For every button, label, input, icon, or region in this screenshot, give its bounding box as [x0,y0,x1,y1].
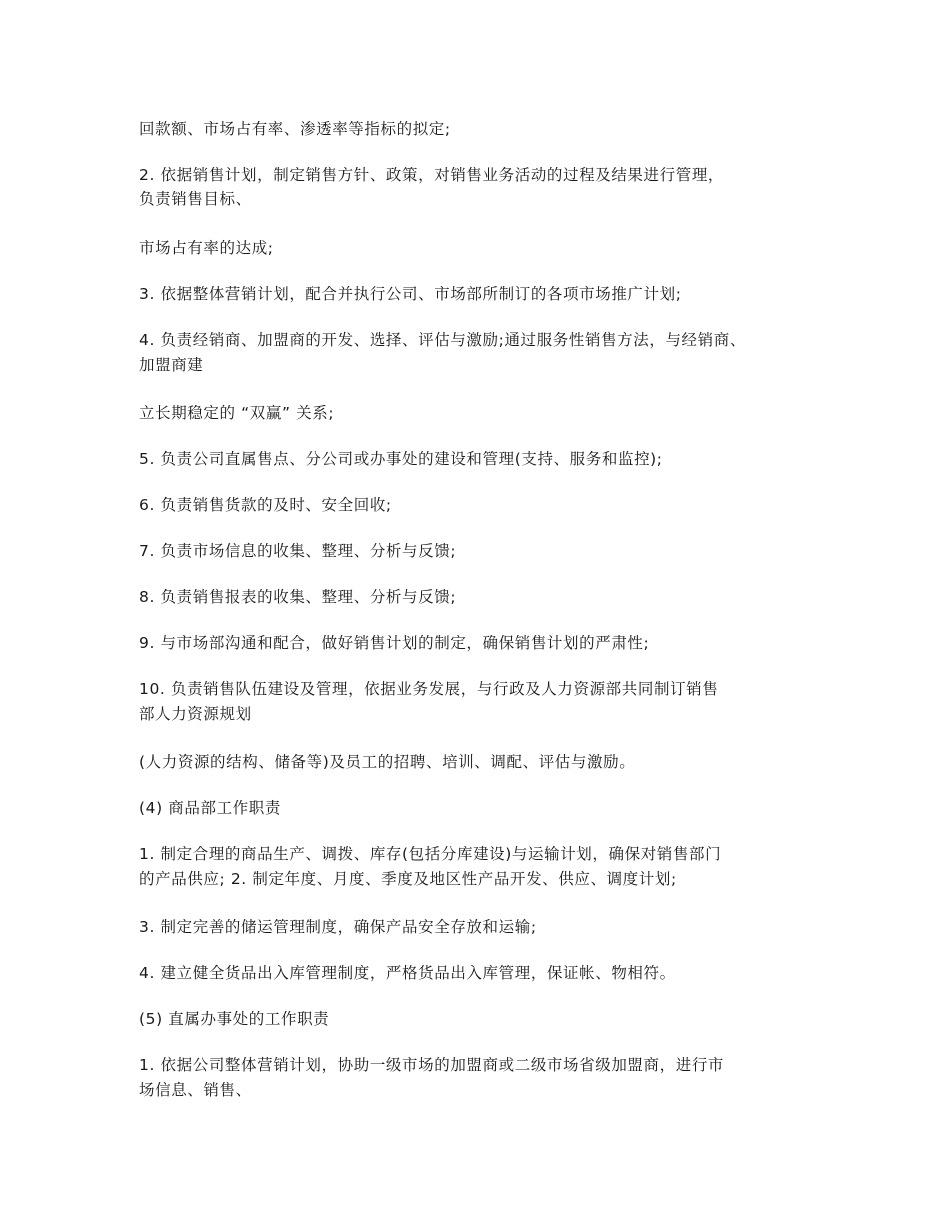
section-heading: (4) 商品部工作职责 [139,799,281,817]
text-line: 加盟商建 [139,356,204,374]
text-line: 8. 负责销售报表的收集、整理、分析与反馈; [139,588,457,606]
text-line: 负责销售目标、 [139,190,252,208]
text-line: 4. 建立健全货品出入库管理制度，严格货品出入库管理，保证帐、物相符。 [139,964,676,982]
text-line: 4. 负责经销商、加盟商的开发、选择、评估与激励;通过服务性销售方法，与经销商、 [139,331,746,349]
text-line: 7. 负责市场信息的收集、整理、分析与反馈; [139,542,457,560]
text-line: 市场占有率的达成; [139,239,274,257]
text-line: 1. 制定合理的商品生产、调拨、库存(包括分库建设)与运输计划，确保对销售部门 [139,845,722,863]
text-line: 2. 依据销售计划，制定销售方针、政策，对销售业务活动的过程及结果进行管理， [139,166,725,184]
text-line: 6. 负责销售货款的及时、安全回收; [139,496,392,514]
text-line: 3. 制定完善的储运管理制度，确保产品安全存放和运输; [139,918,537,936]
text-line: 10. 负责销售队伍建设及管理，依据业务发展，与行政及人力资源部共同制订销售 [139,680,719,698]
text-line: 立长期稳定的 “双赢” 关系; [139,404,335,422]
text-line: 的产品供应; 2. 制定年度、月度、季度及地区性产品开发、供应、调度计划; [139,870,677,888]
text-line: 场信息、销售、 [139,1081,252,1099]
text-line: 部人力资源规划 [139,705,252,723]
section-heading: (5) 直属办事处的工作职责 [139,1010,330,1028]
text-line: 9. 与市场部沟通和配合，做好销售计划的制定，确保销售计划的严肃性; [139,634,650,652]
text-line: 1. 依据公司整体营销计划，协助一级市场的加盟商或二级市场省级加盟商，进行市 [139,1056,725,1074]
text-line: 回款额、市场占有率、渗透率等指标的拟定; [139,120,451,138]
text-line: 3. 依据整体营销计划，配合并执行公司、市场部所制订的各项市场推广计划; [139,285,682,303]
text-line: 5. 负责公司直属售点、分公司或办事处的建设和管理(支持、服务和监控); [139,450,663,468]
text-line: (人力资源的结构、储备等)及员工的招聘、培训、调配、评估与激励。 [139,753,636,771]
